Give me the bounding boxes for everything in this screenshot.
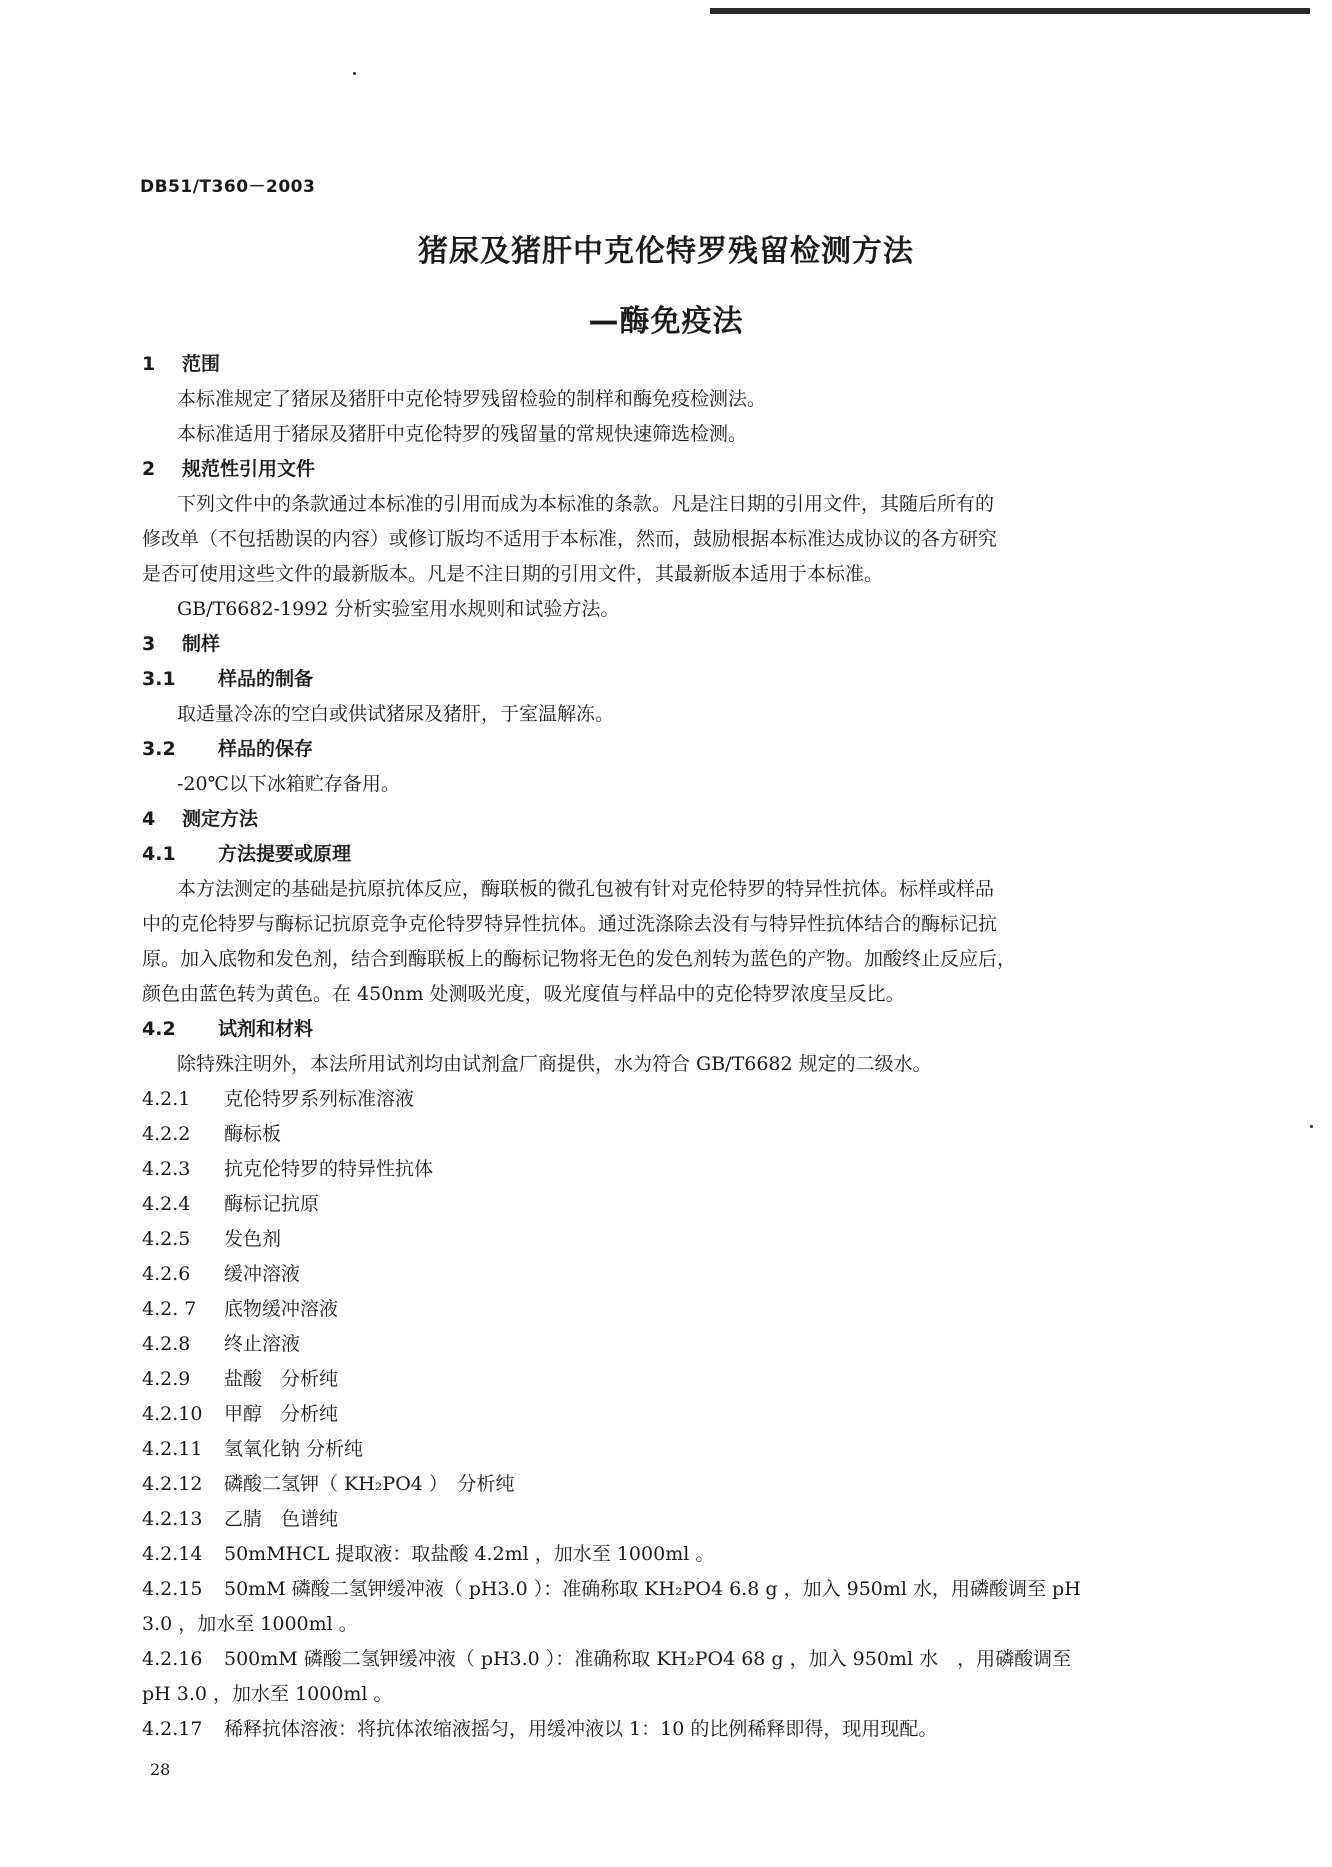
section-4-heading <box>142 810 258 829</box>
item-number: 4.2.6 <box>142 1263 191 1285</box>
item-number: 4.2.5 <box>142 1228 191 1250</box>
list-item <box>142 1405 338 1424</box>
section-title: 样品的保存 <box>218 738 314 760</box>
item-text: 底物缓冲溶液 <box>224 1298 339 1320</box>
list-item-continuation <box>142 1685 393 1704</box>
section-number: 3.2 <box>142 738 176 760</box>
list-item-continuation <box>142 1615 358 1634</box>
list-item <box>142 1510 338 1529</box>
reference-item: GB/T6682-1992 分析实验室用水规则和试验方法。 <box>177 598 620 620</box>
paragraph: 除特殊注明外，本法所用试剂均由试剂盒厂商提供，水为符合 GB/T6682 规定的二级水。 <box>177 1053 932 1075</box>
paragraph-line: 下列文件中的条款通过本标准的引用而成为本标准的条款。凡是注日期的引用文件，其随后所有的 <box>177 493 995 515</box>
list-item <box>142 1160 433 1179</box>
section-title: 测定方法 <box>182 808 259 830</box>
section-title: 范围 <box>182 353 221 375</box>
item-number: 4.2.10 <box>142 1403 203 1425</box>
section-4-2-heading <box>142 1020 313 1039</box>
item-text: 终止溶液 <box>224 1333 301 1355</box>
document-title: 猪尿及猪肝中克伦特罗残留检测方法 <box>418 234 914 269</box>
item-number: 4.2.2 <box>142 1123 191 1145</box>
paragraph-line: 是否可使用这些文件的最新版本。凡是不注日期的引用文件，其最新版本适用于本标准。 <box>142 563 884 585</box>
paragraph-line: 本方法测定的基础是抗原抗体反应，酶联板的微孔包被有针对克伦特罗的特异性抗体。标样或样品 <box>177 878 995 900</box>
item-number: 4.2.15 <box>142 1578 203 1600</box>
section-title: 样品的制备 <box>218 668 314 690</box>
list-item <box>142 1370 338 1389</box>
section-number: 4 <box>142 808 156 830</box>
paragraph-line: 修改单（不包括勘误的内容）或修订版均不适用于本标准，然而，鼓励根据本标准达成协议的各方研究 <box>142 528 998 550</box>
item-number: 4.2.3 <box>142 1158 191 1180</box>
list-item <box>142 1475 514 1494</box>
list-item <box>142 1650 1071 1669</box>
list-item <box>142 1580 1081 1599</box>
list-item <box>142 1720 937 1739</box>
paragraph-line: 原。加入底物和发色剂，结合到酶联板上的酶标记物将无色的发色剂转为蓝色的产物。加酸终止反应后， <box>142 948 1017 970</box>
paragraph: -20℃以下冰箱贮存备用。 <box>177 773 400 795</box>
list-item <box>142 1545 714 1564</box>
item-text: 抗克伦特罗的特异性抗体 <box>224 1158 434 1180</box>
list-item <box>142 1230 281 1249</box>
item-text: 克伦特罗系列标准溶液 <box>224 1088 415 1110</box>
list-item <box>142 1265 300 1284</box>
section-1-heading <box>142 355 220 374</box>
list-item <box>142 1125 281 1144</box>
item-text: 氢氧化钠 分析纯 <box>224 1438 364 1460</box>
section-4-1-heading <box>142 845 351 864</box>
item-text: 酶标记抗原 <box>224 1193 320 1215</box>
item-text: 3.0 ，加水至 1000ml 。 <box>142 1613 358 1635</box>
top-border-line <box>710 8 1310 14</box>
list-item <box>142 1195 319 1214</box>
item-text: 盐酸 分析纯 <box>224 1368 339 1390</box>
section-2-heading <box>142 460 315 479</box>
scan-speck <box>353 72 356 75</box>
document-subtitle: —酶免疫法 <box>588 304 744 339</box>
section-title: 规范性引用文件 <box>182 458 316 480</box>
item-text: 酶标板 <box>224 1123 282 1145</box>
item-text: 500mM 磷酸二氢钾缓冲液（ pH3.0 ）：准确称取 KH₂PO4 68 g ，加入 950ml 水 ，用磷酸调至 <box>224 1648 1072 1670</box>
item-text: 乙腈 色谱纯 <box>224 1508 339 1530</box>
section-number: 3 <box>142 633 156 655</box>
section-3-heading <box>142 635 220 654</box>
item-number: 4.2.1 <box>142 1088 191 1110</box>
scan-speck <box>1310 1125 1313 1128</box>
paragraph-line: 中的克伦特罗与酶标记抗原竞争克伦特罗特异性抗体。通过洗涤除去没有与特异性抗体结合的酶标记抗 <box>142 913 998 935</box>
list-item <box>142 1090 414 1109</box>
list-item <box>142 1300 338 1319</box>
item-number: 4.2.17 <box>142 1718 203 1740</box>
item-text: 缓冲溶液 <box>224 1263 301 1285</box>
item-text: 50mMHCL 提取液：取盐酸 4.2ml ，加水至 1000ml 。 <box>224 1543 715 1565</box>
section-number: 3.1 <box>142 668 176 690</box>
item-number: 4.2.14 <box>142 1543 203 1565</box>
item-number: 4.2.16 <box>142 1648 203 1670</box>
item-number: 4.2. 7 <box>142 1298 197 1320</box>
paragraph: 本标准适用于猪尿及猪肝中克伦特罗的残留量的常规快速筛选检测。 <box>177 423 748 445</box>
section-number: 4.2 <box>142 1018 176 1040</box>
section-title: 制样 <box>182 633 221 655</box>
item-number: 4.2.13 <box>142 1508 203 1530</box>
paragraph-line: 颜色由蓝色转为黄色。在 450nm 处测吸光度，吸光度值与样品中的克伦特罗浓度呈反比。 <box>142 983 905 1005</box>
section-title: 方法提要或原理 <box>218 843 352 865</box>
item-text: 50mM 磷酸二氢钾缓冲液（ pH3.0 ）：准确称取 KH₂PO4 6.8 g ，加入 950ml 水，用磷酸调至 pH <box>224 1578 1081 1600</box>
item-text: 磷酸二氢钾（ KH₂PO4 ） 分析纯 <box>224 1473 515 1495</box>
section-number: 1 <box>142 353 156 375</box>
item-number: 4.2.9 <box>142 1368 191 1390</box>
section-number: 4.1 <box>142 843 176 865</box>
item-number: 4.2.12 <box>142 1473 203 1495</box>
list-item <box>142 1335 300 1354</box>
section-number: 2 <box>142 458 156 480</box>
standard-code: DB51/T360－2003 <box>140 177 316 197</box>
section-3-1-heading <box>142 670 313 689</box>
paragraph: 本标准规定了猪尿及猪肝中克伦特罗残留检验的制样和酶免疫检测法。 <box>177 388 767 410</box>
item-number: 4.2.4 <box>142 1193 191 1215</box>
item-text: 稀释抗体溶液：将抗体浓缩液摇匀，用缓冲液以 1：10 的比例稀释即得，现用现配。 <box>224 1718 938 1740</box>
item-text: pH 3.0 ，加水至 1000ml 。 <box>142 1683 393 1705</box>
section-title: 试剂和材料 <box>218 1018 314 1040</box>
list-item <box>142 1440 363 1459</box>
item-number: 4.2.8 <box>142 1333 191 1355</box>
section-3-2-heading <box>142 740 313 759</box>
item-text: 发色剂 <box>224 1228 282 1250</box>
item-number: 4.2.11 <box>142 1438 203 1460</box>
paragraph: 取适量冷冻的空白或供试猪尿及猪肝，于室温解冻。 <box>177 703 615 725</box>
item-text: 甲醇 分析纯 <box>224 1403 339 1425</box>
page-number: 28 <box>150 1760 171 1779</box>
